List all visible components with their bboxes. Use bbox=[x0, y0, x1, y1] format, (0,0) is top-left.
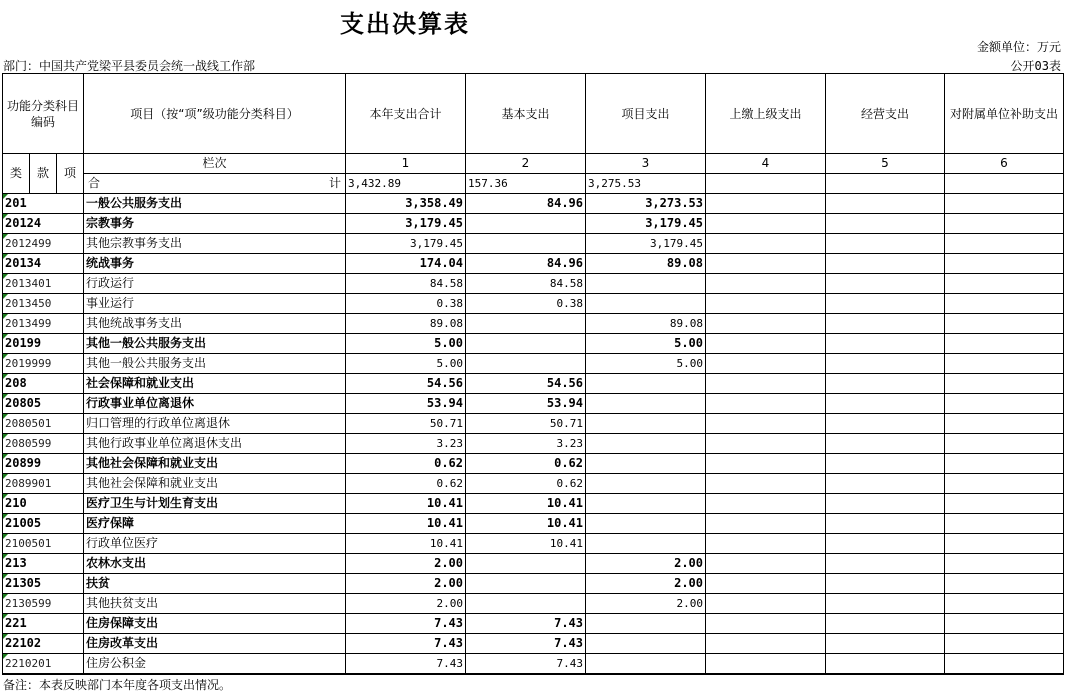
table-row bbox=[3, 374, 1064, 394]
row-item-name: 其他一般公共服务支出 bbox=[84, 334, 346, 354]
header-code: 功能分类科目编码 bbox=[3, 74, 84, 154]
row-subsidy bbox=[945, 594, 1064, 614]
row-item-name: 社会保障和就业支出 bbox=[84, 374, 346, 394]
row-upper bbox=[706, 234, 826, 254]
row-basic: 3.23 bbox=[466, 434, 586, 454]
expenditure-table bbox=[2, 73, 1064, 675]
row-upper bbox=[706, 314, 826, 334]
row-item-name: 一般公共服务支出 bbox=[84, 194, 346, 214]
total-label bbox=[84, 174, 346, 194]
total-project: 3,275.53 bbox=[586, 174, 706, 194]
row-upper bbox=[706, 434, 826, 454]
table-row bbox=[3, 194, 1064, 214]
total-row bbox=[3, 174, 1064, 194]
row-item-name: 行政事业单位离退休 bbox=[84, 394, 346, 414]
row-subsidy bbox=[945, 334, 1064, 354]
row-code: 2089901 bbox=[3, 474, 84, 494]
row-item-name: 行政运行 bbox=[84, 274, 346, 294]
row-basic: 84.96 bbox=[466, 254, 586, 274]
row-upper bbox=[706, 194, 826, 214]
row-code: 2080501 bbox=[3, 414, 84, 434]
row-basic bbox=[466, 214, 586, 234]
row-project bbox=[586, 454, 706, 474]
row-subsidy bbox=[945, 254, 1064, 274]
row-total: 5.00 bbox=[346, 334, 466, 354]
row-total: 2.00 bbox=[346, 594, 466, 614]
table-row bbox=[3, 434, 1064, 454]
row-upper bbox=[706, 294, 826, 314]
row-business bbox=[826, 354, 945, 374]
header-item: 项目（按“项”级功能分类科目） bbox=[84, 74, 346, 154]
row-basic: 7.43 bbox=[466, 614, 586, 634]
row-upper bbox=[706, 514, 826, 534]
row-total: 3,179.45 bbox=[346, 234, 466, 254]
header-total: 本年支出合计 bbox=[346, 74, 466, 154]
row-project: 5.00 bbox=[586, 354, 706, 374]
row-basic bbox=[466, 334, 586, 354]
row-subsidy bbox=[945, 354, 1064, 374]
row-project: 89.08 bbox=[586, 314, 706, 334]
row-total: 10.41 bbox=[346, 514, 466, 534]
row-business bbox=[826, 474, 945, 494]
row-item-name: 行政单位医疗 bbox=[84, 534, 346, 554]
row-item-name: 医疗保障 bbox=[84, 514, 346, 534]
row-upper bbox=[706, 214, 826, 234]
row-subsidy bbox=[945, 294, 1064, 314]
row-subsidy bbox=[945, 514, 1064, 534]
table-row bbox=[3, 234, 1064, 254]
row-item-name: 事业运行 bbox=[84, 294, 346, 314]
row-subsidy bbox=[945, 394, 1064, 414]
row-basic: 84.58 bbox=[466, 274, 586, 294]
table-row bbox=[3, 254, 1064, 274]
row-subsidy bbox=[945, 554, 1064, 574]
row-code: 2130599 bbox=[3, 594, 84, 614]
table-row bbox=[3, 534, 1064, 554]
row-subsidy bbox=[945, 214, 1064, 234]
row-upper bbox=[706, 554, 826, 574]
row-upper bbox=[706, 654, 826, 675]
row-basic: 10.41 bbox=[466, 494, 586, 514]
header-xiang: 项 bbox=[57, 154, 84, 194]
row-subsidy bbox=[945, 314, 1064, 334]
row-subsidy bbox=[945, 654, 1064, 675]
row-basic: 0.62 bbox=[466, 454, 586, 474]
row-item-name: 归口管理的行政单位离退休 bbox=[84, 414, 346, 434]
row-project bbox=[586, 654, 706, 675]
row-upper bbox=[706, 414, 826, 434]
row-project bbox=[586, 434, 706, 454]
row-subsidy bbox=[945, 434, 1064, 454]
row-business bbox=[826, 254, 945, 274]
row-project bbox=[586, 414, 706, 434]
table-row bbox=[3, 414, 1064, 434]
row-item-name: 其他社会保障和就业支出 bbox=[84, 474, 346, 494]
row-code: 210 bbox=[3, 494, 84, 514]
row-subsidy bbox=[945, 474, 1064, 494]
table-row bbox=[3, 634, 1064, 654]
row-item-name: 统战事务 bbox=[84, 254, 346, 274]
total-amount: 3,432.89 bbox=[346, 174, 466, 194]
col-index-1: 1 bbox=[346, 154, 466, 174]
row-upper bbox=[706, 594, 826, 614]
row-total: 84.58 bbox=[346, 274, 466, 294]
row-total: 50.71 bbox=[346, 414, 466, 434]
header-kuan: 款 bbox=[30, 154, 57, 194]
row-code: 21305 bbox=[3, 574, 84, 594]
row-code: 2019999 bbox=[3, 354, 84, 374]
department-label: 部门：中国共产党梁平县委员会统一战线工作部 bbox=[3, 59, 256, 73]
row-upper bbox=[706, 534, 826, 554]
table-row bbox=[3, 314, 1064, 334]
row-total: 10.41 bbox=[346, 494, 466, 514]
table-row bbox=[3, 394, 1064, 414]
row-project bbox=[586, 634, 706, 654]
row-total: 0.38 bbox=[346, 294, 466, 314]
row-total: 5.00 bbox=[346, 354, 466, 374]
row-item-name: 其他社会保障和就业支出 bbox=[84, 454, 346, 474]
row-total: 2.00 bbox=[346, 554, 466, 574]
row-basic: 53.94 bbox=[466, 394, 586, 414]
row-project: 3,273.53 bbox=[586, 194, 706, 214]
row-item-name: 农林水支出 bbox=[84, 554, 346, 574]
row-code: 21005 bbox=[3, 514, 84, 534]
row-item-name: 住房保障支出 bbox=[84, 614, 346, 634]
row-subsidy bbox=[945, 534, 1064, 554]
row-project bbox=[586, 294, 706, 314]
page-title: 支出决算表 bbox=[340, 9, 470, 38]
table-row bbox=[3, 274, 1064, 294]
row-upper bbox=[706, 614, 826, 634]
row-subsidy bbox=[945, 234, 1064, 254]
row-basic bbox=[466, 594, 586, 614]
row-business bbox=[826, 654, 945, 675]
row-basic: 54.56 bbox=[466, 374, 586, 394]
row-item-name: 扶贫 bbox=[84, 574, 346, 594]
row-upper bbox=[706, 634, 826, 654]
row-project: 2.00 bbox=[586, 594, 706, 614]
row-basic: 10.41 bbox=[466, 534, 586, 554]
table-row bbox=[3, 334, 1064, 354]
amount-unit-label: 金额单位：万元 bbox=[976, 40, 1061, 54]
row-business bbox=[826, 414, 945, 434]
row-basic bbox=[466, 234, 586, 254]
total-label-left: 合 bbox=[88, 176, 101, 190]
header-lanci: 栏次 bbox=[84, 154, 346, 174]
table-row bbox=[3, 594, 1064, 614]
row-business bbox=[826, 574, 945, 594]
row-code: 2013401 bbox=[3, 274, 84, 294]
column-index-row bbox=[3, 154, 1064, 174]
row-code: 201 bbox=[3, 194, 84, 214]
row-item-name: 住房公积金 bbox=[84, 654, 346, 675]
row-total: 89.08 bbox=[346, 314, 466, 334]
total-label-right: 计 bbox=[328, 176, 341, 190]
row-subsidy bbox=[945, 274, 1064, 294]
table-row bbox=[3, 214, 1064, 234]
row-subsidy bbox=[945, 454, 1064, 474]
row-basic: 10.41 bbox=[466, 514, 586, 534]
row-project bbox=[586, 534, 706, 554]
row-business bbox=[826, 394, 945, 414]
table-row bbox=[3, 554, 1064, 574]
row-code: 20805 bbox=[3, 394, 84, 414]
row-item-name: 其他一般公共服务支出 bbox=[84, 354, 346, 374]
row-item-name: 宗教事务 bbox=[84, 214, 346, 234]
col-index-4: 4 bbox=[706, 154, 826, 174]
row-subsidy bbox=[945, 574, 1064, 594]
row-total: 2.00 bbox=[346, 574, 466, 594]
total-basic: 157.36 bbox=[466, 174, 586, 194]
table-row bbox=[3, 454, 1064, 474]
table-row bbox=[3, 474, 1064, 494]
row-code: 20134 bbox=[3, 254, 84, 274]
row-project bbox=[586, 274, 706, 294]
row-basic bbox=[466, 554, 586, 574]
table-number-label: 公开03表 bbox=[1010, 59, 1061, 73]
row-total: 7.43 bbox=[346, 634, 466, 654]
row-code: 20124 bbox=[3, 214, 84, 234]
row-code: 208 bbox=[3, 374, 84, 394]
col-index-5: 5 bbox=[826, 154, 945, 174]
row-business bbox=[826, 634, 945, 654]
row-total: 10.41 bbox=[346, 534, 466, 554]
total-business bbox=[826, 174, 945, 194]
row-business bbox=[826, 494, 945, 514]
row-code: 20199 bbox=[3, 334, 84, 354]
row-code: 213 bbox=[3, 554, 84, 574]
table-row bbox=[3, 614, 1064, 634]
table-row bbox=[3, 494, 1064, 514]
row-code: 2100501 bbox=[3, 534, 84, 554]
row-upper bbox=[706, 334, 826, 354]
header-basic: 基本支出 bbox=[466, 74, 586, 154]
row-business bbox=[826, 214, 945, 234]
row-project bbox=[586, 374, 706, 394]
row-subsidy bbox=[945, 414, 1064, 434]
row-upper bbox=[706, 574, 826, 594]
row-subsidy bbox=[945, 374, 1064, 394]
row-basic bbox=[466, 314, 586, 334]
header-upper: 上缴上级支出 bbox=[706, 74, 826, 154]
row-basic bbox=[466, 354, 586, 374]
row-project: 5.00 bbox=[586, 334, 706, 354]
table-row bbox=[3, 514, 1064, 534]
header-business: 经营支出 bbox=[826, 74, 945, 154]
row-business bbox=[826, 614, 945, 634]
row-basic: 7.43 bbox=[466, 634, 586, 654]
row-project bbox=[586, 474, 706, 494]
row-business bbox=[826, 314, 945, 334]
row-upper bbox=[706, 494, 826, 514]
table-row bbox=[3, 294, 1064, 314]
row-code: 2080599 bbox=[3, 434, 84, 454]
row-code: 20899 bbox=[3, 454, 84, 474]
row-basic: 0.38 bbox=[466, 294, 586, 314]
row-upper bbox=[706, 254, 826, 274]
row-total: 0.62 bbox=[346, 454, 466, 474]
row-basic bbox=[466, 574, 586, 594]
total-subsidy bbox=[945, 174, 1064, 194]
row-project bbox=[586, 494, 706, 514]
row-business bbox=[826, 274, 945, 294]
row-code: 2210201 bbox=[3, 654, 84, 675]
row-business bbox=[826, 294, 945, 314]
row-business bbox=[826, 234, 945, 254]
total-upper bbox=[706, 174, 826, 194]
row-total: 174.04 bbox=[346, 254, 466, 274]
row-basic: 0.62 bbox=[466, 474, 586, 494]
row-total: 7.43 bbox=[346, 614, 466, 634]
row-subsidy bbox=[945, 634, 1064, 654]
row-project: 3,179.45 bbox=[586, 234, 706, 254]
row-upper bbox=[706, 374, 826, 394]
row-total: 3.23 bbox=[346, 434, 466, 454]
row-total: 53.94 bbox=[346, 394, 466, 414]
table-row bbox=[3, 354, 1064, 374]
header-row bbox=[3, 74, 1064, 154]
row-upper bbox=[706, 394, 826, 414]
row-upper bbox=[706, 354, 826, 374]
row-total: 0.62 bbox=[346, 474, 466, 494]
header-subsidy: 对附属单位补助支出 bbox=[945, 74, 1064, 154]
row-business bbox=[826, 534, 945, 554]
row-code: 2013499 bbox=[3, 314, 84, 334]
row-total: 54.56 bbox=[346, 374, 466, 394]
row-item-name: 其他行政事业单位离退休支出 bbox=[84, 434, 346, 454]
row-project bbox=[586, 514, 706, 534]
row-code: 2013450 bbox=[3, 294, 84, 314]
row-basic: 7.43 bbox=[466, 654, 586, 675]
row-business bbox=[826, 554, 945, 574]
col-index-6: 6 bbox=[945, 154, 1064, 174]
row-project: 89.08 bbox=[586, 254, 706, 274]
row-upper bbox=[706, 474, 826, 494]
row-item-name: 其他扶贫支出 bbox=[84, 594, 346, 614]
col-index-3: 3 bbox=[586, 154, 706, 174]
row-upper bbox=[706, 454, 826, 474]
row-business bbox=[826, 514, 945, 534]
row-subsidy bbox=[945, 194, 1064, 214]
table-row bbox=[3, 574, 1064, 594]
row-subsidy bbox=[945, 494, 1064, 514]
header-lei: 类 bbox=[3, 154, 30, 194]
row-business bbox=[826, 374, 945, 394]
row-project: 2.00 bbox=[586, 574, 706, 594]
row-project bbox=[586, 394, 706, 414]
row-project: 2.00 bbox=[586, 554, 706, 574]
row-total: 7.43 bbox=[346, 654, 466, 675]
row-item-name: 其他统战事务支出 bbox=[84, 314, 346, 334]
row-basic: 84.96 bbox=[466, 194, 586, 214]
row-item-name: 其他宗教事务支出 bbox=[84, 234, 346, 254]
row-upper bbox=[706, 274, 826, 294]
col-index-2: 2 bbox=[466, 154, 586, 174]
row-item-name: 住房改革支出 bbox=[84, 634, 346, 654]
header-project: 项目支出 bbox=[586, 74, 706, 154]
row-basic: 50.71 bbox=[466, 414, 586, 434]
row-subsidy bbox=[945, 614, 1064, 634]
row-item-name: 医疗卫生与计划生育支出 bbox=[84, 494, 346, 514]
row-code: 22102 bbox=[3, 634, 84, 654]
row-code: 2012499 bbox=[3, 234, 84, 254]
row-business bbox=[826, 194, 945, 214]
row-total: 3,179.45 bbox=[346, 214, 466, 234]
row-business bbox=[826, 594, 945, 614]
row-project: 3,179.45 bbox=[586, 214, 706, 234]
row-business bbox=[826, 334, 945, 354]
row-total: 3,358.49 bbox=[346, 194, 466, 214]
row-code: 221 bbox=[3, 614, 84, 634]
row-business bbox=[826, 434, 945, 454]
footnote: 备注：本表反映部门本年度各项支出情况。 bbox=[3, 678, 232, 692]
row-business bbox=[826, 454, 945, 474]
table-row bbox=[3, 654, 1064, 675]
row-project bbox=[586, 614, 706, 634]
